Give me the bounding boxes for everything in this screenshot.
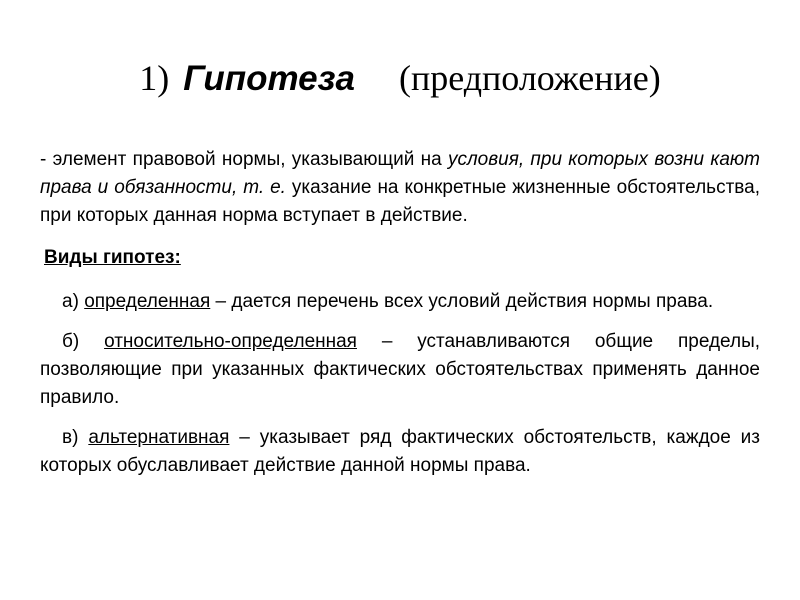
type-item-a <box>40 288 760 316</box>
type-separator: – <box>210 291 232 312</box>
definition-paragraph <box>40 146 760 230</box>
title-number: 1) <box>139 58 170 98</box>
type-letter: б) <box>62 331 80 352</box>
type-name: альтернативная <box>88 427 230 448</box>
title-parenthetical: (предположение) <box>398 58 661 98</box>
type-separator: – <box>229 427 260 448</box>
type-item-b <box>40 328 760 412</box>
type-name: определенная <box>84 291 211 312</box>
slide-body <box>40 146 760 480</box>
type-description: указывает ряд фактических обстоятельств, каждое из которых обуславливает действие данной нормы права. <box>40 427 760 476</box>
definition-dash: - <box>40 149 53 170</box>
title-term: Гипотеза <box>183 59 355 98</box>
definition-lead: элемент правовой нормы, указывающий на <box>52 149 448 170</box>
types-heading-text: Виды гипотез: <box>44 247 181 268</box>
type-description: дается перечень всех условий действия нормы права. <box>231 291 714 312</box>
type-letter: а) <box>62 291 79 312</box>
type-separator: – <box>356 331 418 352</box>
definition-italic: условия, при которых возни кают права и обязанности, т. е. <box>40 149 760 198</box>
type-name: относительно-определенная <box>104 331 357 352</box>
slide-title <box>0 56 800 101</box>
definition-tail: указание на конкретные жизненные обстоятельства, при которых данная норма вступает в действие. <box>40 177 760 226</box>
type-description: устанавливаются общие пределы, позволяющие при указанных фактических обстоятельствах применять данное правило. <box>40 331 761 408</box>
types-heading <box>40 244 760 272</box>
type-letter: в) <box>62 427 79 448</box>
type-item-c <box>40 424 760 480</box>
